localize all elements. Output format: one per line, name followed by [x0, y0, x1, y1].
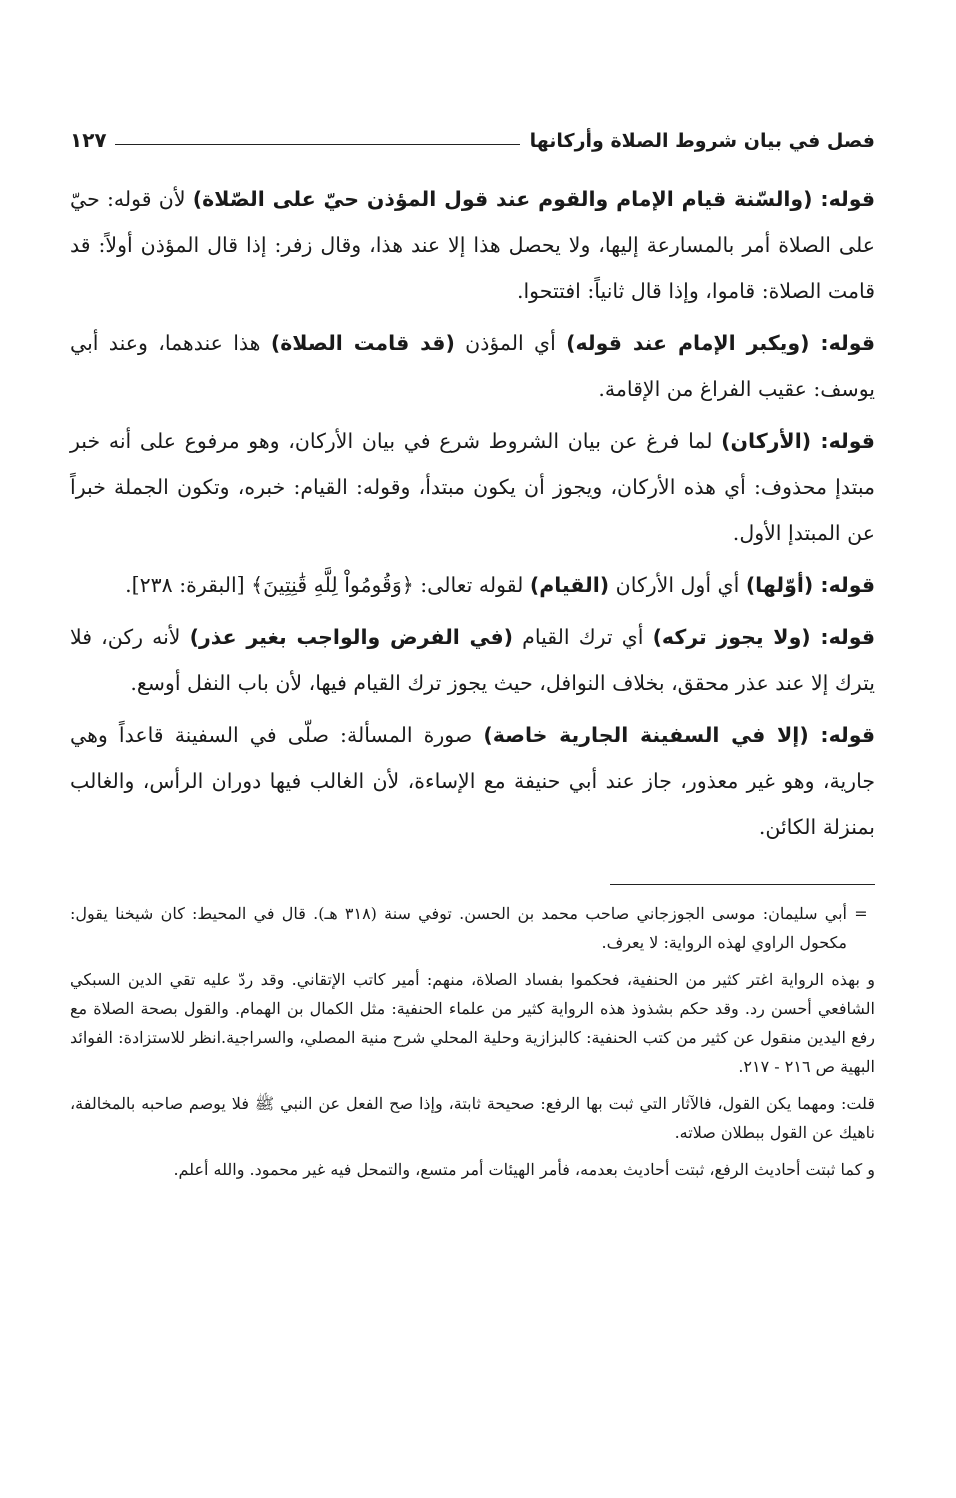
footnote [70, 1155, 875, 1184]
paragraph-text: صورة المسألة: صلّى في السفينة قاعداً وهي جارية، وهو غير معذور، جاز عند أبي حنيفة مع الإساءة، لأن الغالب فيها دوران الرأس، والغالب بمنزلة الكائن. [70, 723, 875, 839]
paragraph-lead: قوله: (ويكبر الإمام عند قوله) [566, 331, 876, 355]
paragraph-lead: قوله: (ولا يجوز تركه) [652, 625, 875, 649]
footnote-continuation-marker: = [854, 904, 868, 923]
paragraph-text: هذا عندهما، وعند أبي يوسف: عقيب الفراغ من الإقامة. [70, 331, 875, 401]
paragraph-quote: (في الفرض والواجب بغير عذر) [189, 625, 514, 649]
running-head-title: فصل في بيان شروط الصلاة وأركانها [529, 130, 875, 152]
paragraph-quote: (القيام) [529, 573, 610, 597]
footnote-text: و بهذه الرواية اغتر كثير من الحنفية، فحكموا بفساد الصلاة، منهم: أمير كاتب الإتقاني. وقد ردّ عليه تقي الدين السبكي الشافعي أحسن رد. وقد حكم بشذوذ هذه الرواية كثير من علماء الحنفية: مثل الكمال بن الهمام. والقول بصحة الصلاة مع رفع اليدين منقول عن كثير من كتب الحنفية: كالبزازية وحلية المحلي شرح منية المصلي، والسراجية.انظر للاستزادة: الفوائد البهية ص ٢١٦ - ٢١٧. [70, 970, 876, 1076]
footnote-text: أبي سليمان: موسى الجوزجاني صاحب محمد بن الحسن. توفي سنة (٣١٨ هـ). قال في المحيط: كان شيخنا يقول: مكحول الراوي لهذه الرواية: لا يعرف. [70, 904, 847, 952]
paragraph-text: لأنه ركن، فلا يترك إلا عند عذر محقق، بخلاف النوافل، حيث يجوز ترك القيام فيها، لأن باب النفل أوسع. [70, 625, 875, 695]
page-number: ١٢٧ [70, 128, 107, 152]
paragraph-lead: قوله: (إلا في السفينة الجارية خاصة) [483, 723, 875, 747]
footnote-text: قلت: ومهما يكن القول، فالآثار التي ثبت بها الرفع: صحيحة ثابتة، وإذا صح الفعل عن النبي ﷺ فلا يوصم صاحبه بالمخالفة، ناهيك عن القول ببطلان صلاته. [70, 1094, 875, 1142]
paragraph [70, 320, 875, 412]
paragraph-text: لما فرغ عن بيان الشروط شرع في بيان الأركان، وهو مرفوع على أنه خبر مبتدإ محذوف: أي هذه الأركان، ويجوز أن يكون مبتدأ، وقوله: القيام: خبره، وتكون الجملة خبراً عن المبتدإ الأول. [70, 429, 875, 545]
paragraph-text: لقوله تعالى: ﴿وَقُومُواْ لِلَّهِ قَٰنِتِينَ﴾ [البقرة: ٢٣٨]. [125, 573, 530, 597]
paragraph-lead: قوله: (الأركان) [721, 429, 875, 453]
main-text [70, 176, 875, 850]
paragraph-lead: قوله: (أوّلها) [745, 573, 875, 597]
footnote [70, 965, 875, 1081]
paragraph-lead: قوله: (والسّنة قيام الإمام والقوم عند قول المؤذن حيّ على الصّلاة) [192, 187, 875, 211]
paragraph [70, 176, 875, 314]
footnote-divider [610, 884, 875, 885]
paragraph [70, 418, 875, 556]
paragraph [70, 614, 875, 706]
footnotes [70, 899, 875, 1184]
paragraph-text: أي المؤذن [454, 331, 567, 355]
paragraph-text: أي ترك القيام [513, 625, 653, 649]
running-head [70, 118, 875, 152]
paragraph [70, 712, 875, 850]
footnote [70, 1089, 875, 1147]
footnote-text: و كما ثبتت أحاديث الرفع، ثبتت أحاديث بعدمه، فأمر الهيئات أمر متسع، والتمحل فيه غير محمود. والله أعلم. [173, 1160, 875, 1179]
footnote [70, 899, 875, 957]
paragraph-quote: (قد قامت الصلاة) [270, 331, 455, 355]
paragraph-text: لأن قوله: حيّ على الصلاة أمر بالمسارعة إليها، ولا يحصل هذا إلا عند هذا، وقال زفر: إذا قال المؤذن أولاً: قد قامت الصلاة: قاموا، وإذا قال ثانياً: افتتحوا. [70, 187, 875, 303]
paragraph [70, 562, 875, 608]
book-page [70, 118, 875, 1478]
running-head-rule [115, 144, 520, 145]
paragraph-text: أي أول الأركان [609, 573, 746, 597]
